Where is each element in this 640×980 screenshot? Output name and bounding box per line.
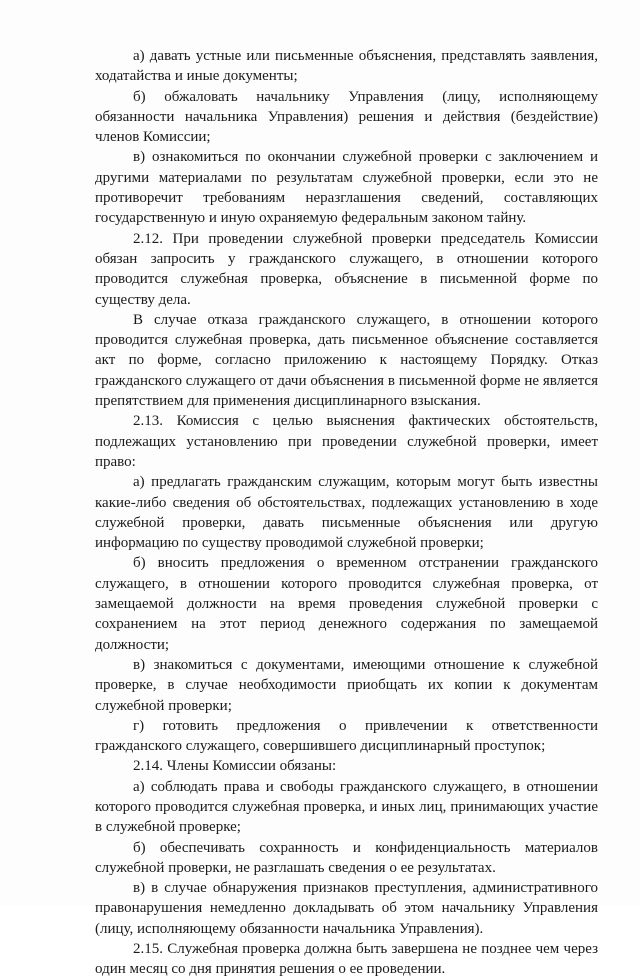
paragraph-2-14-b: б) обеспечивать сохранность и конфиденциальность материалов служебной проверки, не разглашать сведения о ее результатах. [95,839,598,876]
paragraph-2-14-a: а) соблюдать права и свободы гражданского служащего, в отношении которого проводится служебная проверка, и иных лиц, принимающих участие в служебной проверке; [95,778,598,836]
paragraph-2-11-a: а) давать устные или письменные объяснения, представлять заявления, ходатайства и иные документы; [95,48,598,85]
paragraph-2-12: 2.12. При проведении служебной проверки председатель Комиссии обязан запросить у гражданского служащего, в отношении которого проводится служебная проверка, объяснение в письменной форме по существу дела. [95,230,598,308]
paragraph-2-14-v: в) в случае обнаружения признаков преступления, административного правонарушения немедленно докладывать об этом начальнику Управления (лицу, исполняющему обязанности начальника Управления). [95,880,598,937]
paragraph-2-14: 2.14. Члены Комиссии обязаны: [133,758,337,775]
paragraph-2-13: 2.13. Комиссия с целью выяснения фактических обстоятельств, подлежащих установлению при проведении служебной проверки, имеет право: [95,413,598,470]
paragraph-2-15: 2.15. Служебная проверка должна быть завершена не позднее чем через один месяц со дня принятия решения о ее проведении. [95,941,598,978]
paragraph-2-13-v: в) знакомиться с документами, имеющими отношение к служебной проверке, в случае необходимости приобщать их копии к документам служебной проверки; [95,656,598,714]
paragraph-2-11-v: в) ознакомиться по окончании служебной проверки с заключением и другими материалами по результатам служебной проверки, если это не противоречит требованиям неразглашения сведений, составляющих государственную и иную охраняемую федеральным законом тайну. [95,149,598,227]
document-body [95,46,598,980]
paragraph-2-13-b: б) вносить предложения о временном отстранении гражданского служащего, в отношении которого проводится служебная проверка, от замещаемой должности на время проведения служебной проверки с сохранением на этот период денежного содержания по замещаемой должности; [95,555,598,653]
paragraph-2-12-refusal: В случае отказа гражданского служащего, в отношении которого проводится служебная проверка, дать письменное объяснение составляется акт по форме, согласно приложению к настоящему Порядку. Отказ гражданского служащего от дачи объяснения в письменной форме не является препятствием для применения дисциплинарного взыскания. [95,311,598,410]
paragraph-2-11-b: б) обжаловать начальнику Управления (лицу, исполняющему обязанности начальника Управления) решения и действия (бездействие) членов Комиссии; [95,88,598,146]
paragraph-2-13-g: г) готовить предложения о привлечении к ответственности гражданского служащего, совершившего дисциплинарный проступок; [95,717,598,755]
paragraph-2-13-a: а) предлагать гражданским служащим, которым могут быть известны какие-либо сведения об обстоятельствах, подлежащих установлению в ходе служебной проверки, давать письменные объяснения или другую информацию по существу проводимой служебной проверки; [95,474,598,552]
